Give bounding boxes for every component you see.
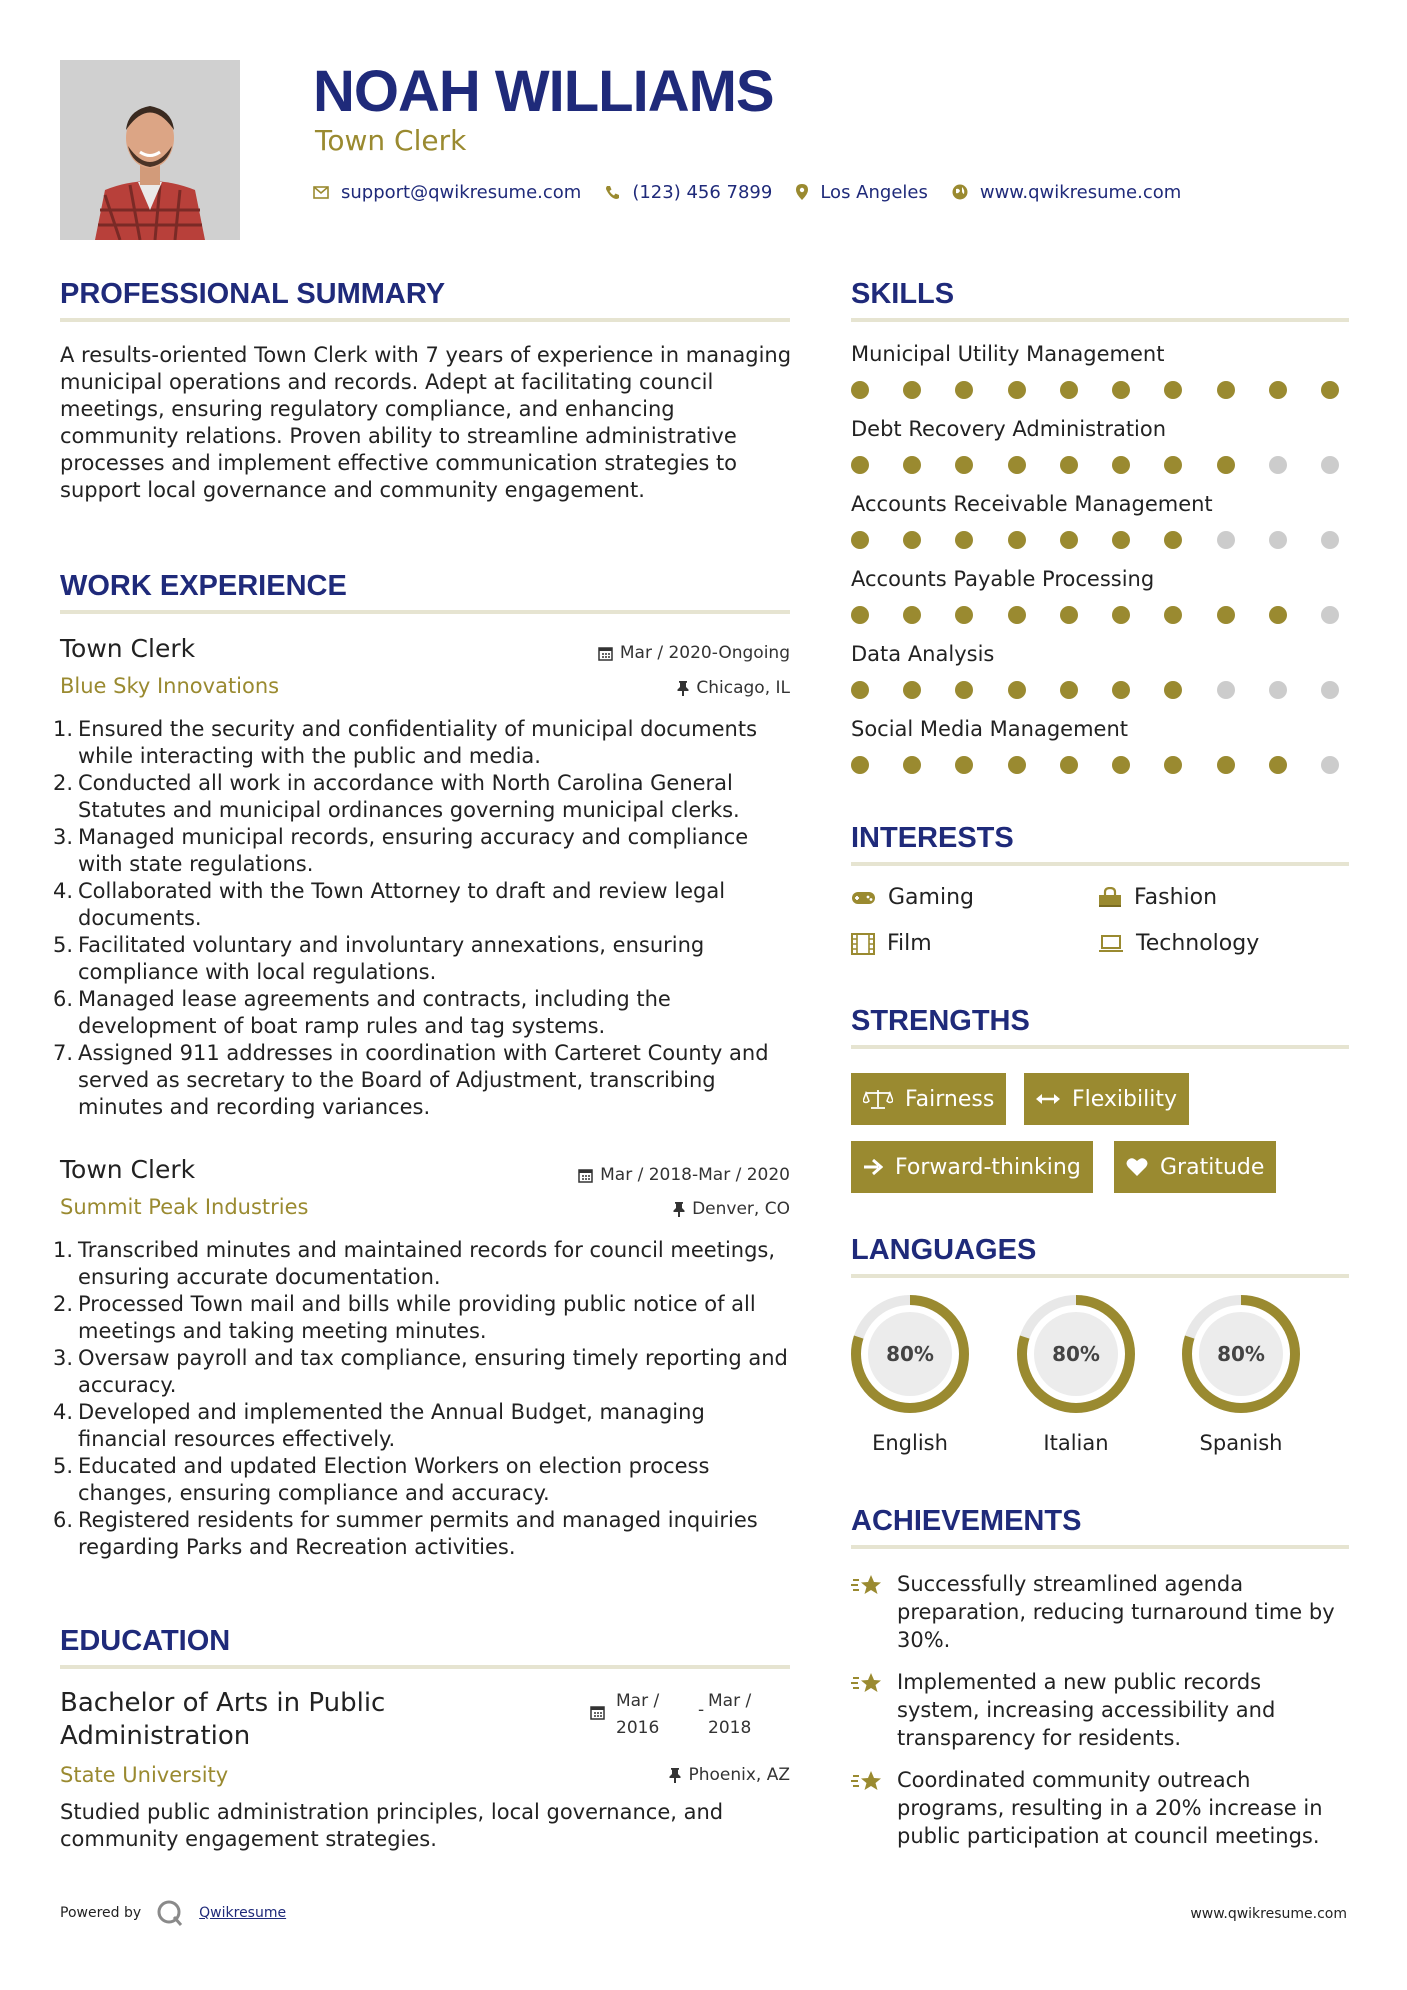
summary-text: A results-oriented Town Clerk with 7 years of experience in managing municipal operations and records. Adept at facilitating council meetings, ensuring regulatory compliance, and enhancing community relations. Proven ability to streamline administrative processes and implement effective communication strategies to support local governance and community engagement. <box>60 343 792 502</box>
job-1-bullet: 3. Managed municipal records, ensuring accuracy and compliance with state regulations. <box>53 825 749 876</box>
skill-name: Accounts Payable Processing <box>851 567 1155 591</box>
qwikresume-logo-icon <box>155 1898 185 1928</box>
rating-dot-filled <box>1112 681 1130 699</box>
film-icon <box>851 933 875 955</box>
calendar-icon <box>578 1168 593 1183</box>
language-percent: 80% <box>1217 1342 1265 1366</box>
rating-dot-filled <box>851 381 869 399</box>
interests-divider <box>851 862 1349 866</box>
rating-dot-filled <box>1060 756 1078 774</box>
candidate-title: Town Clerk <box>315 124 467 157</box>
education-start-date: Mar / 2016 <box>616 1691 660 1738</box>
rating-dot-filled <box>1164 606 1182 624</box>
rating-dot-empty <box>1269 681 1287 699</box>
strengths-heading: STRENGTHS <box>851 1005 1030 1037</box>
language-italian <box>1015 1293 1137 1455</box>
rating-dot-filled <box>1217 756 1235 774</box>
rating-dot-filled <box>1060 456 1078 474</box>
rating-dot-filled <box>851 531 869 549</box>
job-1-location-text: Chicago, IL <box>696 678 790 698</box>
summary-heading: PROFESSIONAL SUMMARY <box>60 278 446 310</box>
rating-dot-filled <box>1164 456 1182 474</box>
skills-divider <box>851 318 1349 322</box>
job-1-location <box>677 678 790 698</box>
rating-dot-empty <box>1269 456 1287 474</box>
rating-dot-filled <box>903 756 921 774</box>
language-percent: 80% <box>1052 1342 1100 1366</box>
rating-dot-filled <box>851 606 869 624</box>
contact-phone[interactable] <box>605 182 772 203</box>
phone-text: (123) 456 7899 <box>632 181 773 203</box>
job-1-bullet: 6. Managed lease agreements and contracts, including the development of boat ramp rules and tag systems. <box>53 987 671 1038</box>
job-1-bullet: 5. Facilitated voluntary and involuntary annexations, ensuring compliance with local regulations. <box>53 933 705 984</box>
shopping-bag-icon <box>1098 887 1122 909</box>
language-ring <box>1015 1293 1137 1415</box>
rating-dot-filled <box>1269 756 1287 774</box>
skill-name: Data Analysis <box>851 642 995 666</box>
education-location-text: Phoenix, AZ <box>688 1765 790 1785</box>
arrows-horizontal-icon <box>1036 1092 1060 1106</box>
rating-dot-filled <box>1112 606 1130 624</box>
rating-dot-filled <box>903 681 921 699</box>
calendar-icon <box>598 646 613 661</box>
rating-dot-filled <box>1321 381 1339 399</box>
footer-brand-link[interactable]: Qwikresume <box>199 1905 287 1921</box>
rating-dot-empty <box>1321 456 1339 474</box>
star-award-icon <box>851 1768 885 1796</box>
language-name: Italian <box>1043 1431 1109 1455</box>
footer-powered-by: Powered by Qwikresume <box>60 1898 286 1928</box>
phone-icon <box>605 185 620 200</box>
rating-dot-filled <box>903 456 921 474</box>
job-2-bullet: 2. Processed Town mail and bills while providing public notice of all meetings and taking meeting minutes. <box>53 1292 756 1343</box>
rating-dot-filled <box>1008 531 1026 549</box>
contact-website[interactable] <box>952 182 1181 203</box>
experience-divider <box>60 610 790 614</box>
rating-dot-filled <box>851 456 869 474</box>
summary-divider <box>60 318 790 322</box>
education-calendar-icon <box>590 1705 605 1724</box>
rating-dot-filled <box>1112 381 1130 399</box>
rating-dot-filled <box>1060 531 1078 549</box>
contact-bar <box>313 180 1205 204</box>
rating-dot-filled <box>1008 681 1026 699</box>
language-name: Spanish <box>1199 1431 1283 1455</box>
rating-dot-filled <box>903 606 921 624</box>
profile-photo <box>60 60 240 240</box>
rating-dot-filled <box>903 381 921 399</box>
map-marker-icon <box>796 184 808 200</box>
rating-dot-filled <box>851 681 869 699</box>
rating-dot-filled <box>1008 756 1026 774</box>
education-heading: EDUCATION <box>60 1625 231 1657</box>
skill-name: Accounts Receivable Management <box>851 492 1213 516</box>
job-2-bullets <box>53 1237 795 1561</box>
rating-dot-filled <box>955 606 973 624</box>
rating-dot-filled <box>1164 756 1182 774</box>
skill-name: Social Media Management <box>851 717 1129 741</box>
rating-dot-filled <box>955 681 973 699</box>
rating-dot-filled <box>1164 681 1182 699</box>
strength-tag-forward-thinking: Forward-thinking <box>851 1141 1093 1193</box>
footer-url[interactable]: www.qwikresume.com <box>1190 1906 1347 1922</box>
job-1-dates-text: Mar / 2020-Ongoing <box>619 643 790 663</box>
job-2-location <box>673 1199 790 1219</box>
skill-rating <box>851 381 1339 399</box>
job-2-dates-text: Mar / 2018-Mar / 2020 <box>600 1165 790 1185</box>
skill-rating <box>851 681 1339 699</box>
job-2-bullet: 6. Registered residents for summer permits and managed inquiries regarding Parks and Recreation activities. <box>53 1508 758 1559</box>
globe-icon <box>952 184 968 200</box>
rating-dot-filled <box>1112 756 1130 774</box>
job-2-bullet: 1. Transcribed minutes and maintained records for council meetings, ensuring accurate documentation. <box>53 1238 776 1289</box>
achievement-item: Implemented a new public records system, increasing accessibility and transparency for residents. <box>851 1668 1347 1752</box>
contact-location <box>796 182 928 203</box>
rating-dot-filled <box>1112 531 1130 549</box>
language-english <box>849 1293 971 1455</box>
achievement-item: Successfully streamlined agenda preparation, reducing turnaround time by 30%. <box>851 1570 1347 1654</box>
strength-tag-fairness: Fairness <box>851 1073 1006 1125</box>
language-name: English <box>872 1431 948 1455</box>
job-1-bullet: 1. Ensured the security and confidentiality of municipal documents while interacting with the public and media. <box>53 717 758 768</box>
contact-email[interactable] <box>313 182 581 203</box>
job-1-bullet: 2. Conducted all work in accordance with North Carolina General Statutes and municipal ordinances governing municipal clerks. <box>53 771 740 822</box>
rating-dot-filled <box>1164 381 1182 399</box>
skill-item <box>851 417 1349 492</box>
skill-name: Debt Recovery Administration <box>851 417 1167 441</box>
pushpin-icon <box>673 1201 685 1217</box>
laptop-icon <box>1098 935 1124 953</box>
skill-item <box>851 342 1349 417</box>
envelope-icon <box>313 186 329 199</box>
website-text: www.qwikresume.com <box>979 181 1182 203</box>
pushpin-icon <box>677 680 689 696</box>
rating-dot-filled <box>1060 681 1078 699</box>
interest-gaming: Gaming <box>851 885 974 910</box>
skill-rating <box>851 756 1339 774</box>
experience-heading: WORK EXPERIENCE <box>60 570 347 602</box>
star-award-icon <box>851 1572 885 1600</box>
candidate-name: NOAH WILLIAMS <box>313 59 774 124</box>
rating-dot-filled <box>1217 606 1235 624</box>
rating-dot-filled <box>1217 456 1235 474</box>
skill-name: Municipal Utility Management <box>851 342 1165 366</box>
location-text: Los Angeles <box>820 181 928 203</box>
education-date-dash: - <box>698 1700 705 1720</box>
job-2-title: Town Clerk <box>60 1155 196 1184</box>
rating-dot-filled <box>1164 531 1182 549</box>
job-2-bullet: 3. Oversaw payroll and tax compliance, ensuring timely reporting and accuracy. <box>53 1346 788 1397</box>
skill-item <box>851 567 1349 642</box>
job-1-dates <box>598 643 790 663</box>
education-end-date: Mar / 2018 <box>708 1691 752 1738</box>
rating-dot-filled <box>1008 606 1026 624</box>
job-2-company: Summit Peak Industries <box>60 1195 309 1219</box>
school-name: State University <box>60 1763 229 1787</box>
strengths-divider <box>851 1045 1349 1049</box>
skills-list <box>851 342 1349 792</box>
rating-dot-filled <box>1269 381 1287 399</box>
rating-dot-filled <box>1008 456 1026 474</box>
rating-dot-filled <box>1269 606 1287 624</box>
job-1-company: Blue Sky Innovations <box>60 674 280 698</box>
skill-rating <box>851 606 1339 624</box>
skill-item <box>851 492 1349 567</box>
skill-rating <box>851 456 1339 474</box>
rating-dot-empty <box>1321 606 1339 624</box>
achievement-item: Coordinated community outreach programs, resulting in a 20% increase in public participation at council meetings. <box>851 1766 1347 1850</box>
job-1-bullet: 7. Assigned 911 addresses in coordination with Carteret County and served as secretary to the Board of Adjustment, transcribing minutes and recording variances. <box>53 1041 769 1119</box>
rating-dot-filled <box>1112 456 1130 474</box>
languages-divider <box>851 1274 1349 1278</box>
skill-item <box>851 717 1349 792</box>
rating-dot-filled <box>955 456 973 474</box>
rating-dot-filled <box>903 531 921 549</box>
education-description: Studied public administration principles, local governance, and community engagement strategies. <box>60 1800 724 1851</box>
rating-dot-empty <box>1217 531 1235 549</box>
strength-tag-gratitude: Gratitude <box>1114 1141 1276 1193</box>
rating-dot-filled <box>955 531 973 549</box>
heart-icon <box>1126 1157 1148 1177</box>
languages-heading: LANGUAGES <box>851 1234 1037 1266</box>
rating-dot-filled <box>955 381 973 399</box>
skill-item <box>851 642 1349 717</box>
education-location <box>669 1765 790 1785</box>
pushpin-icon <box>669 1767 681 1783</box>
job-2-bullet: 5. Educated and updated Election Workers on election process changes, ensuring compliance and accuracy. <box>53 1454 710 1505</box>
skill-rating <box>851 531 1339 549</box>
language-spanish <box>1180 1293 1302 1455</box>
job-2-location-text: Denver, CO <box>692 1199 790 1219</box>
job-1-title: Town Clerk <box>60 634 196 663</box>
arrow-right-icon <box>863 1158 883 1176</box>
rating-dot-empty <box>1321 756 1339 774</box>
interest-fashion: Fashion <box>1098 885 1217 910</box>
job-1-bullets <box>53 716 795 1121</box>
star-award-icon <box>851 1670 885 1698</box>
interest-technology: Technology <box>1098 931 1259 956</box>
job-1-bullet: 4. Collaborated with the Town Attorney to draft and review legal documents. <box>53 879 726 930</box>
rating-dot-empty <box>1321 531 1339 549</box>
rating-dot-filled <box>1008 381 1026 399</box>
language-ring <box>1180 1293 1302 1415</box>
achievements-heading: ACHIEVEMENTS <box>851 1505 1082 1537</box>
interests-heading: INTERESTS <box>851 822 1014 854</box>
gamepad-icon <box>851 890 876 906</box>
strength-tag-flexibility: Flexibility <box>1024 1073 1189 1125</box>
skills-heading: SKILLS <box>851 278 955 310</box>
degree-title: Bachelor of Arts in Public Administration <box>60 1688 386 1751</box>
language-ring <box>849 1293 971 1415</box>
language-percent: 80% <box>886 1342 934 1366</box>
rating-dot-empty <box>1217 681 1235 699</box>
education-divider <box>60 1665 790 1669</box>
rating-dot-filled <box>1060 606 1078 624</box>
job-2-dates <box>578 1165 790 1185</box>
interest-film: Film <box>851 931 932 956</box>
email-text: support@qwikresume.com <box>341 181 582 203</box>
achievements-divider <box>851 1545 1349 1549</box>
balance-scale-icon <box>863 1088 893 1110</box>
rating-dot-filled <box>851 756 869 774</box>
rating-dot-filled <box>955 756 973 774</box>
job-2-bullet: 4. Developed and implemented the Annual Budget, managing financial resources effectively. <box>53 1400 705 1451</box>
calendar-icon <box>590 1705 605 1720</box>
rating-dot-filled <box>1217 381 1235 399</box>
rating-dot-filled <box>1060 381 1078 399</box>
rating-dot-empty <box>1321 681 1339 699</box>
rating-dot-empty <box>1269 531 1287 549</box>
